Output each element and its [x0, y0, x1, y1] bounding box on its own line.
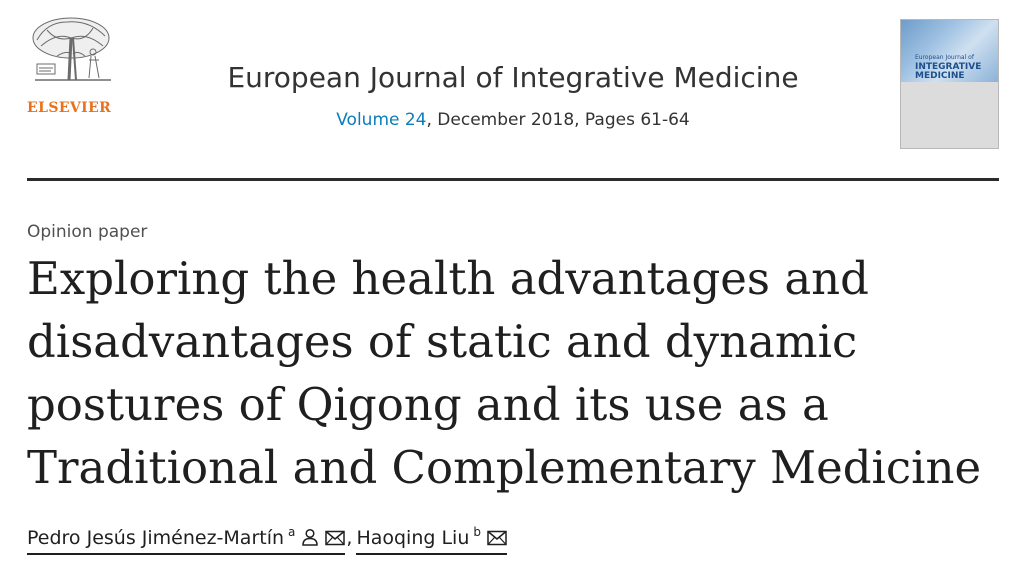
issue-info: [127, 110, 899, 130]
cover-title: [915, 53, 981, 81]
elsevier-wordmark: ELSEVIER: [27, 100, 112, 116]
author-separator: ,: [346, 527, 353, 549]
article-title: Exploring the health advantages and disadvantages of static and dynamic postures of Qigong and its use as a Traditional and Complementary Medicine: [27, 252, 982, 494]
cover-title-line2: MEDICINE: [915, 71, 965, 81]
author-link-liu[interactable]: [356, 525, 507, 555]
author-link-jimenez-martin[interactable]: [27, 525, 345, 555]
journal-cover-thumbnail[interactable]: [900, 19, 999, 149]
cover-title-small: European Journal of: [915, 54, 974, 61]
author-affiliation-marker: b: [473, 525, 482, 539]
author-name: Pedro Jesús Jiménez-Martín: [27, 527, 285, 549]
journal-title-link[interactable]: European Journal of Integrative Medicine: [227, 61, 799, 94]
volume-link[interactable]: Volume 24: [336, 110, 427, 130]
author-list: [27, 525, 507, 555]
envelope-icon: [325, 529, 345, 551]
elsevier-tree-icon: [27, 16, 117, 86]
cover-title-line1: INTEGRATIVE: [915, 62, 982, 72]
elsevier-logo[interactable]: [27, 16, 117, 116]
article-type-label: Opinion paper: [27, 222, 148, 242]
author-name: Haoqing Liu: [356, 527, 470, 549]
author-affiliation-marker: a: [288, 525, 296, 539]
person-icon: [301, 528, 319, 551]
issue-date-pages: , December 2018, Pages 61-64: [426, 110, 690, 130]
envelope-icon: [487, 529, 507, 551]
journal-header: [27, 0, 999, 181]
